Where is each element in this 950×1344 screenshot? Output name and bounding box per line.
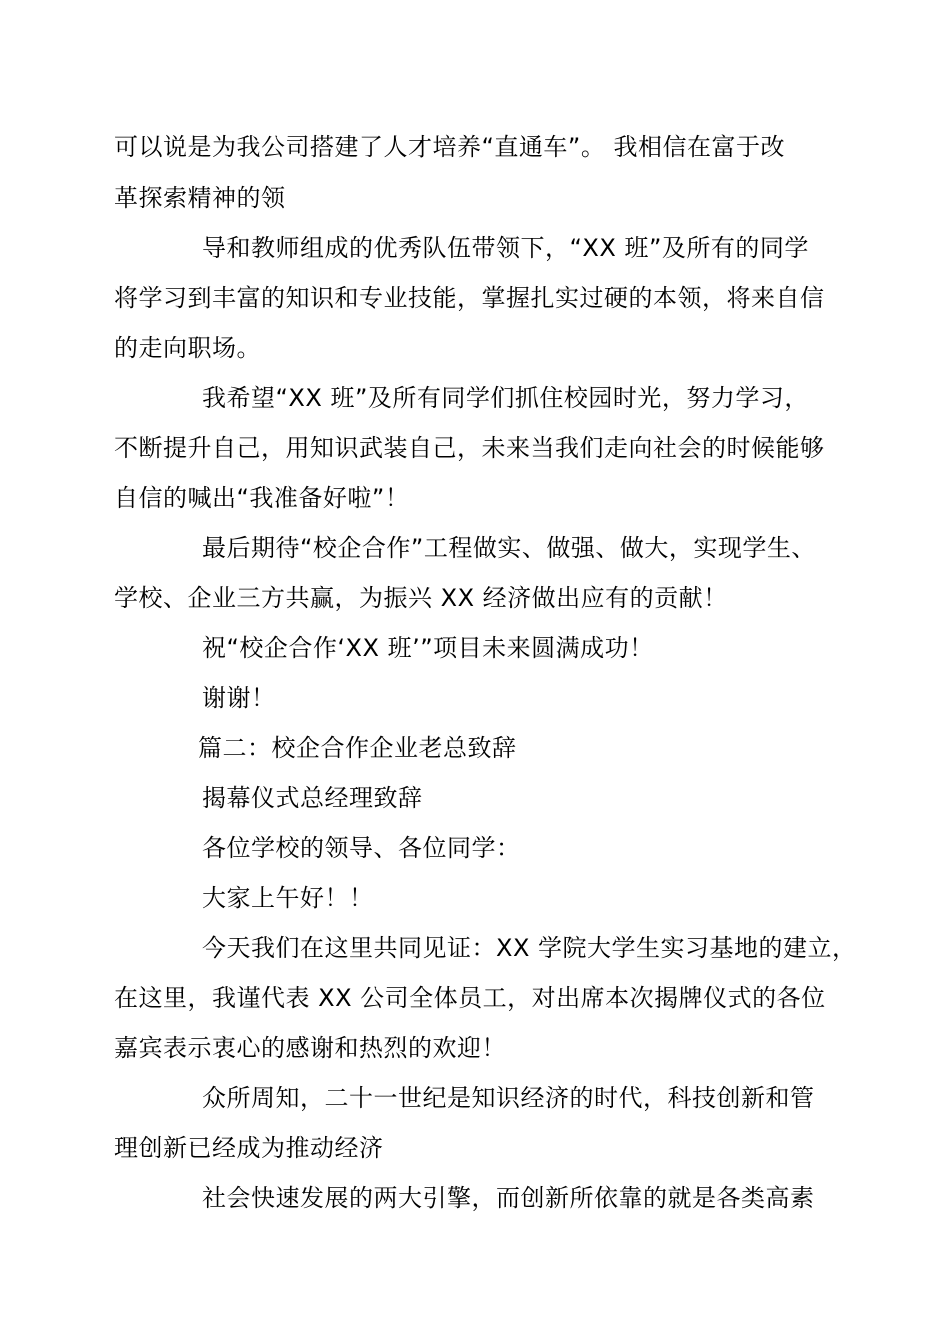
paragraph-first-line: 谢谢！ bbox=[202, 684, 276, 712]
paragraph-first-line: 众所周知，二十一世纪是知识经济的时代，科技创新和管 bbox=[202, 1084, 815, 1112]
paragraph-first-line: 导和教师组成的优秀队伍带领下，“XX 班”及所有的同学 bbox=[202, 234, 809, 262]
text-line: 嘉宾表示衷心的感谢和热烈的欢迎！ bbox=[114, 1034, 506, 1062]
text-line: 自信的喊出“我准备好啦”！ bbox=[114, 484, 410, 512]
text-line: 理创新已经成为推动经济 bbox=[114, 1134, 384, 1162]
text-line: 不断提升自己，用知识武装自己，未来当我们走向社会的时候能够 bbox=[114, 434, 825, 462]
salutation: 各位学校的领导、各位同学： bbox=[202, 834, 521, 862]
paragraph-first-line: 社会快速发展的两大引擎，而创新所依靠的就是各类高素 bbox=[202, 1184, 815, 1212]
paragraph-first-line: 我希望“XX 班”及所有同学们抓住校园时光，努力学习， bbox=[202, 384, 809, 412]
section-heading: 篇二：校企合作企业老总致辞 bbox=[198, 734, 517, 762]
text-line: 可以说是为我公司搭建了人才培养“直通车”。 我相信在富于改 bbox=[114, 133, 785, 161]
text-line: 学校、企业三方共赢，为振兴 XX 经济做出应有的贡献！ bbox=[114, 584, 728, 612]
text-line: 在这里，我谨代表 XX 公司全体员工，对出席本次揭牌仪式的各位 bbox=[114, 984, 826, 1012]
text-line: 将学习到丰富的知识和专业技能，掌握扎实过硬的本领，将来自信 bbox=[114, 284, 825, 312]
paragraph-first-line: 今天我们在这里共同见证：XX 学院大学生实习基地的建立， bbox=[202, 934, 857, 962]
paragraph-first-line: 最后期待“校企合作”工程做实、做强、做大，实现学生、 bbox=[202, 534, 816, 562]
speech-title: 揭幕仪式总经理致辞 bbox=[202, 784, 423, 812]
text-line: 革探索精神的领 bbox=[114, 184, 286, 212]
greeting: 大家上午好！！ bbox=[202, 884, 374, 912]
paragraph-first-line: 祝“校企合作‘XX 班’”项目未来圆满成功！ bbox=[202, 634, 654, 662]
text-line: 的走向职场。 bbox=[114, 334, 261, 362]
